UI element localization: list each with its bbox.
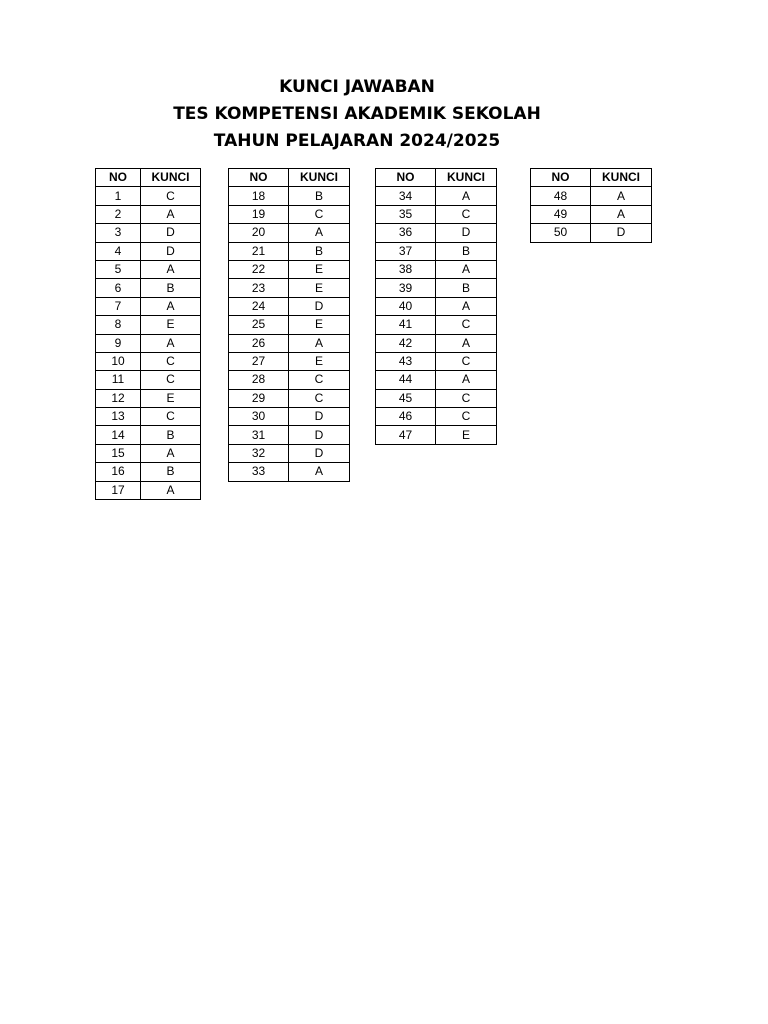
table-row (376, 408, 497, 426)
table-row (376, 242, 497, 260)
table-row (96, 297, 201, 315)
answer-key: D (591, 224, 652, 242)
question-number: 6 (96, 279, 141, 297)
table-row (531, 224, 652, 242)
answer-key: A (436, 187, 497, 205)
question-number: 48 (531, 187, 591, 205)
table-header-row (96, 169, 201, 187)
question-number: 44 (376, 371, 436, 389)
answer-key-table-1 (95, 168, 201, 500)
question-number: 32 (229, 444, 289, 462)
answer-key: A (436, 260, 497, 278)
table-row (96, 426, 201, 444)
answer-key: C (141, 352, 201, 370)
table-row (229, 316, 350, 334)
answer-key: E (289, 352, 350, 370)
answer-key: A (436, 297, 497, 315)
column-header-kunci: KUNCI (436, 169, 497, 187)
question-number: 39 (376, 279, 436, 297)
question-number: 30 (229, 408, 289, 426)
question-number: 25 (229, 316, 289, 334)
answer-key: E (289, 316, 350, 334)
table-row (376, 371, 497, 389)
table-header-row (229, 169, 350, 187)
table-row (96, 444, 201, 462)
table-row (229, 389, 350, 407)
column-header-kunci: KUNCI (289, 169, 350, 187)
question-number: 1 (96, 187, 141, 205)
answer-key: C (436, 316, 497, 334)
answer-key: E (289, 279, 350, 297)
column-header-kunci: KUNCI (141, 169, 201, 187)
answer-key: B (141, 426, 201, 444)
table-row (229, 279, 350, 297)
answer-key: D (436, 224, 497, 242)
answer-key: A (591, 187, 652, 205)
table-row (96, 481, 201, 499)
table-row (229, 205, 350, 223)
question-number: 18 (229, 187, 289, 205)
table-row (376, 426, 497, 444)
question-number: 11 (96, 371, 141, 389)
answer-key: A (141, 481, 201, 499)
answer-key: C (289, 389, 350, 407)
answer-key: B (289, 187, 350, 205)
table-row (96, 205, 201, 223)
answer-key: D (289, 408, 350, 426)
question-number: 31 (229, 426, 289, 444)
table-row (376, 389, 497, 407)
question-number: 26 (229, 334, 289, 352)
table-row (229, 463, 350, 481)
table-row (376, 224, 497, 242)
answer-key: A (289, 334, 350, 352)
answer-key: E (289, 260, 350, 278)
table-row (96, 316, 201, 334)
table-row (96, 187, 201, 205)
table-row (376, 205, 497, 223)
question-number: 49 (531, 205, 591, 223)
table-row (96, 224, 201, 242)
answer-key-table-2 (228, 168, 350, 482)
table-row (376, 334, 497, 352)
table-row (229, 352, 350, 370)
column-header-no: NO (376, 169, 436, 187)
question-number: 16 (96, 463, 141, 481)
table-row (96, 260, 201, 278)
question-number: 24 (229, 297, 289, 315)
table-row (229, 408, 350, 426)
column-header-no: NO (531, 169, 591, 187)
table-row (229, 444, 350, 462)
column-header-no: NO (229, 169, 289, 187)
question-number: 38 (376, 260, 436, 278)
table-row (376, 352, 497, 370)
answer-key: A (289, 463, 350, 481)
question-number: 28 (229, 371, 289, 389)
answer-key: C (289, 205, 350, 223)
table-row (229, 334, 350, 352)
answer-key: D (289, 444, 350, 462)
answer-key: E (141, 389, 201, 407)
table-row (96, 408, 201, 426)
answer-key: B (436, 279, 497, 297)
question-number: 5 (96, 260, 141, 278)
answer-key: C (141, 187, 201, 205)
answer-key-table-3 (375, 168, 497, 445)
table-row (96, 371, 201, 389)
question-number: 41 (376, 316, 436, 334)
table-row (96, 334, 201, 352)
question-number: 14 (96, 426, 141, 444)
question-number: 20 (229, 224, 289, 242)
question-number: 36 (376, 224, 436, 242)
answer-key: C (141, 371, 201, 389)
question-number: 43 (376, 352, 436, 370)
question-number: 42 (376, 334, 436, 352)
answer-key: E (436, 426, 497, 444)
answer-key: C (289, 371, 350, 389)
table-row (229, 371, 350, 389)
question-number: 35 (376, 205, 436, 223)
answer-key: C (141, 408, 201, 426)
question-number: 21 (229, 242, 289, 260)
answer-key: D (289, 426, 350, 444)
answer-key: D (289, 297, 350, 315)
question-number: 27 (229, 352, 289, 370)
answer-key: A (141, 297, 201, 315)
question-number: 45 (376, 389, 436, 407)
header-exam-name: TES KOMPETENSI AKADEMIK SEKOLAH (173, 104, 541, 124)
answer-key: A (141, 260, 201, 278)
column-header-no: NO (96, 169, 141, 187)
table-header-row (531, 169, 652, 187)
answer-key: D (141, 242, 201, 260)
answer-key: B (436, 242, 497, 260)
question-number: 3 (96, 224, 141, 242)
question-number: 4 (96, 242, 141, 260)
column-header-kunci: KUNCI (591, 169, 652, 187)
question-number: 9 (96, 334, 141, 352)
table-row (376, 279, 497, 297)
question-number: 7 (96, 297, 141, 315)
answer-key: D (141, 224, 201, 242)
table-row (376, 316, 497, 334)
question-number: 40 (376, 297, 436, 315)
table-row (531, 205, 652, 223)
table-row (96, 352, 201, 370)
table-header-row (376, 169, 497, 187)
answer-key: A (591, 205, 652, 223)
table-row (376, 260, 497, 278)
table-row (229, 260, 350, 278)
table-row (229, 242, 350, 260)
question-number: 8 (96, 316, 141, 334)
question-number: 19 (229, 205, 289, 223)
question-number: 12 (96, 389, 141, 407)
header-academic-year: TAHUN PELAJARAN 2024/2025 (213, 131, 501, 151)
question-number: 33 (229, 463, 289, 481)
answer-key: A (289, 224, 350, 242)
question-number: 13 (96, 408, 141, 426)
answer-key: C (436, 389, 497, 407)
answer-key: B (141, 463, 201, 481)
table-row (376, 187, 497, 205)
answer-key: A (141, 444, 201, 462)
answer-key: B (289, 242, 350, 260)
answer-key: C (436, 205, 497, 223)
question-number: 15 (96, 444, 141, 462)
question-number: 46 (376, 408, 436, 426)
answer-key: A (436, 334, 497, 352)
document-header (0, 74, 714, 155)
answer-key: A (141, 334, 201, 352)
question-number: 37 (376, 242, 436, 260)
answer-key: A (436, 371, 497, 389)
table-row (229, 426, 350, 444)
question-number: 34 (376, 187, 436, 205)
question-number: 22 (229, 260, 289, 278)
header-title: KUNCI JAWABAN (279, 77, 435, 97)
question-number: 10 (96, 352, 141, 370)
table-row (229, 187, 350, 205)
table-row (229, 224, 350, 242)
question-number: 17 (96, 481, 141, 499)
table-row (376, 297, 497, 315)
table-row (531, 187, 652, 205)
question-number: 23 (229, 279, 289, 297)
table-row (96, 389, 201, 407)
table-row (96, 463, 201, 481)
answer-key: C (436, 408, 497, 426)
table-row (96, 279, 201, 297)
table-row (229, 297, 350, 315)
answer-key-table-4 (530, 168, 652, 243)
answer-key: C (436, 352, 497, 370)
answer-key: B (141, 279, 201, 297)
question-number: 29 (229, 389, 289, 407)
answer-key: A (141, 205, 201, 223)
question-number: 50 (531, 224, 591, 242)
answer-key: E (141, 316, 201, 334)
table-row (96, 242, 201, 260)
question-number: 47 (376, 426, 436, 444)
question-number: 2 (96, 205, 141, 223)
